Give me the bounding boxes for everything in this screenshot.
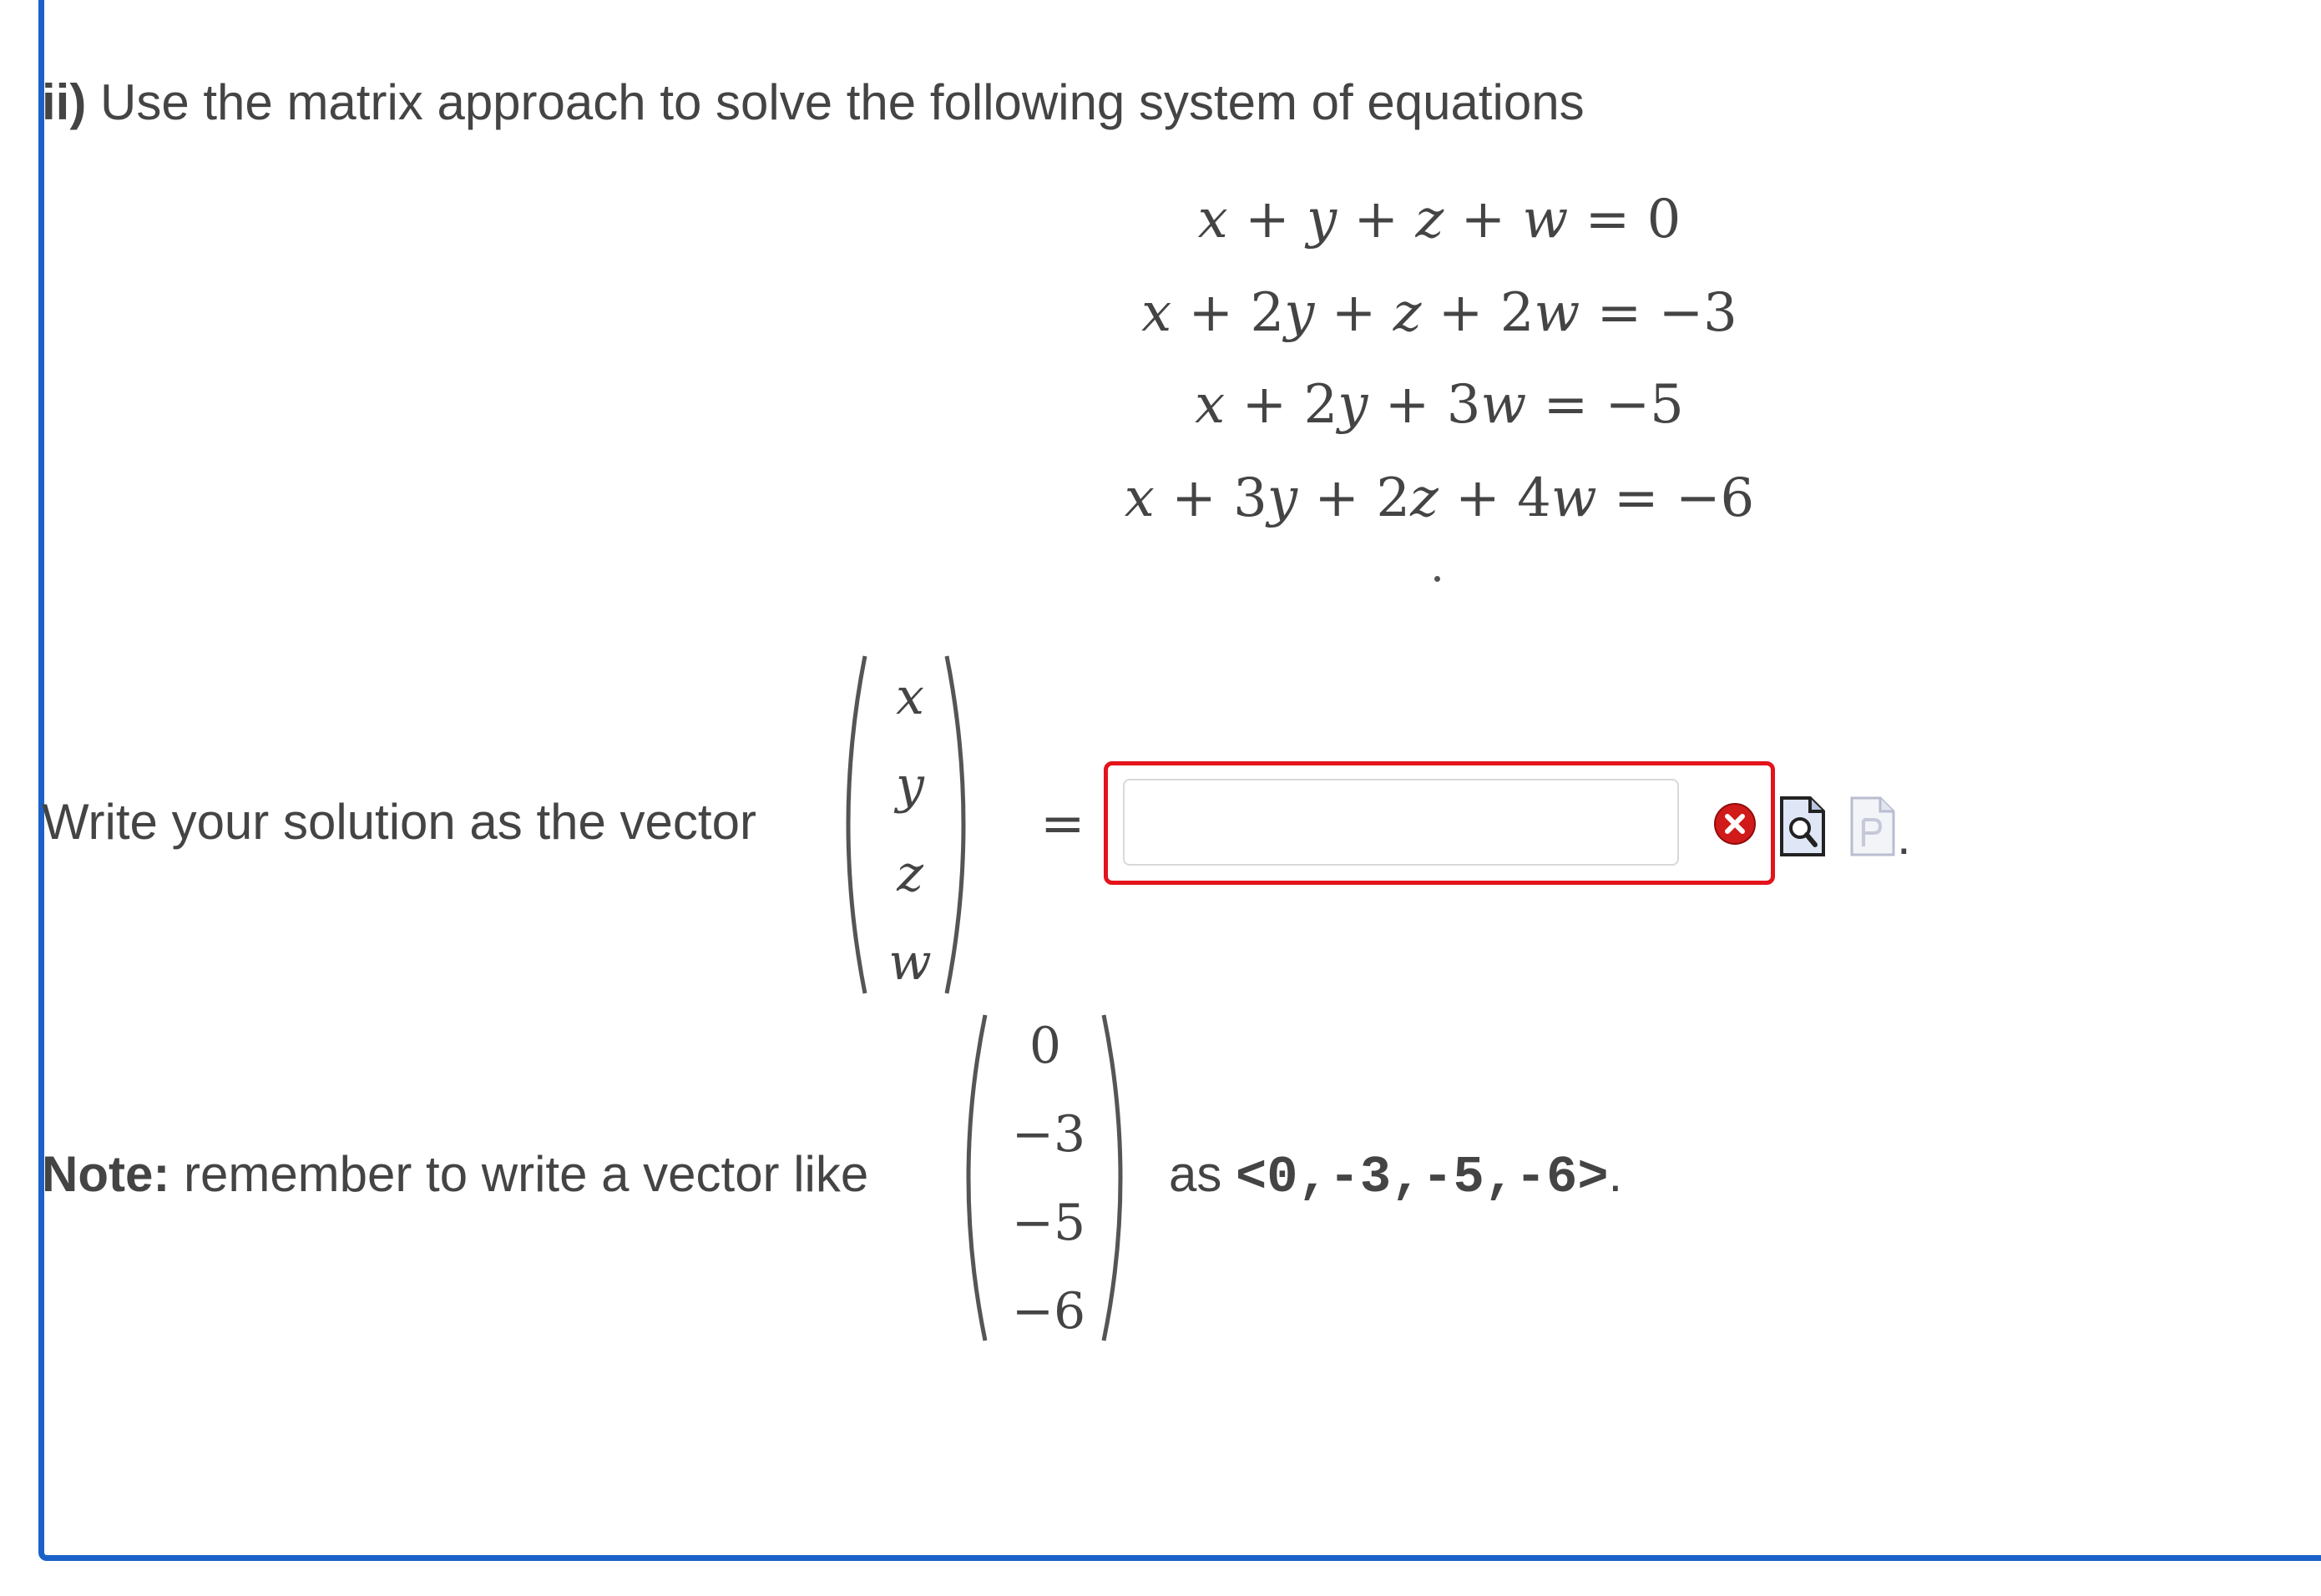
equation-line — [1198, 189, 1681, 250]
equation-term: + 2 — [1225, 374, 1338, 436]
example-vector-entry-2: −3 — [1011, 1105, 1086, 1164]
preview-magnifier-icon[interactable] — [1778, 795, 1827, 858]
equation-term: + — [1227, 189, 1307, 250]
equation-term: + 2 — [1171, 282, 1285, 344]
equals-sign: = — [1040, 793, 1085, 855]
equation-line — [1125, 467, 1755, 529]
note-label — [42, 1145, 868, 1203]
equation-variable: x — [1141, 282, 1172, 344]
equation-term: + 2 — [1297, 467, 1411, 529]
equation-variable: y — [1267, 467, 1298, 529]
equation-term: = 0 — [1568, 189, 1681, 250]
variable-vector-left-paren — [835, 653, 868, 997]
equation-variable: z — [1410, 467, 1439, 529]
equation-term: = −5 — [1526, 374, 1684, 436]
solution-trailing-period: . — [1897, 809, 1911, 865]
equation-variable: y — [1284, 282, 1315, 344]
note-label-text: remember to write a vector like — [169, 1146, 869, 1202]
question-prompt — [42, 73, 1585, 131]
equation-variable: z — [1393, 282, 1422, 344]
equation-term: = −6 — [1596, 467, 1755, 529]
equation-term: + 2 — [1421, 282, 1535, 344]
equation-term: + 3 — [1154, 467, 1267, 529]
answer-input-frame — [1104, 761, 1775, 885]
question-prompt-text: Use the matrix approach to solve the following system of equations — [100, 74, 1585, 130]
equation-variable: y — [1307, 189, 1337, 250]
note-end-period: . — [1608, 1146, 1623, 1202]
example-vector-entry-3: −5 — [1011, 1194, 1086, 1252]
example-vector-entry-4: −6 — [1011, 1282, 1086, 1341]
example-vector-left-paren — [955, 1012, 989, 1344]
note-label-bold: Note: — [42, 1146, 170, 1202]
note-as-text: as — [1169, 1146, 1236, 1202]
equation-variable: w — [1522, 189, 1569, 250]
vector-variable-w: w — [888, 933, 932, 992]
equation-variable: x — [1124, 467, 1155, 529]
equation-variable: y — [1337, 374, 1368, 436]
answer-input[interactable] — [1123, 779, 1679, 866]
vector-variable-x: x — [896, 668, 924, 726]
equation-variable: w — [1550, 467, 1597, 529]
note-example-format — [1169, 1145, 1622, 1207]
equation-term: + — [1337, 189, 1416, 250]
example-vector-right-paren — [1100, 1012, 1134, 1344]
equation-variable: x — [1197, 189, 1228, 250]
equation-variable: w — [1480, 374, 1527, 436]
equation-line — [1141, 282, 1737, 344]
equation-term: + 4 — [1438, 467, 1551, 529]
vector-variable-y: y — [896, 756, 924, 815]
pg-document-icon[interactable] — [1848, 795, 1897, 858]
solution-label: Write your solution as the vector — [42, 794, 756, 850]
question-part-label: ii) — [42, 74, 87, 130]
note-example-code: <0,-3,-5,-6> — [1236, 1148, 1609, 1207]
example-vector-entry-1: 0 — [1029, 1017, 1062, 1075]
equations-end-period — [1434, 576, 1440, 582]
variable-vector-right-paren — [943, 653, 977, 997]
vector-variable-z: z — [897, 845, 923, 903]
equation-term: + — [1314, 282, 1393, 344]
equation-term: = −3 — [1580, 282, 1737, 344]
equation-term: + — [1444, 189, 1523, 250]
equation-variable: w — [1534, 282, 1580, 344]
equation-variable: x — [1195, 374, 1226, 436]
error-x-icon — [1713, 802, 1757, 846]
equation-line — [1195, 374, 1684, 436]
equation-term: + 3 — [1368, 374, 1481, 436]
equation-variable: z — [1415, 189, 1444, 250]
